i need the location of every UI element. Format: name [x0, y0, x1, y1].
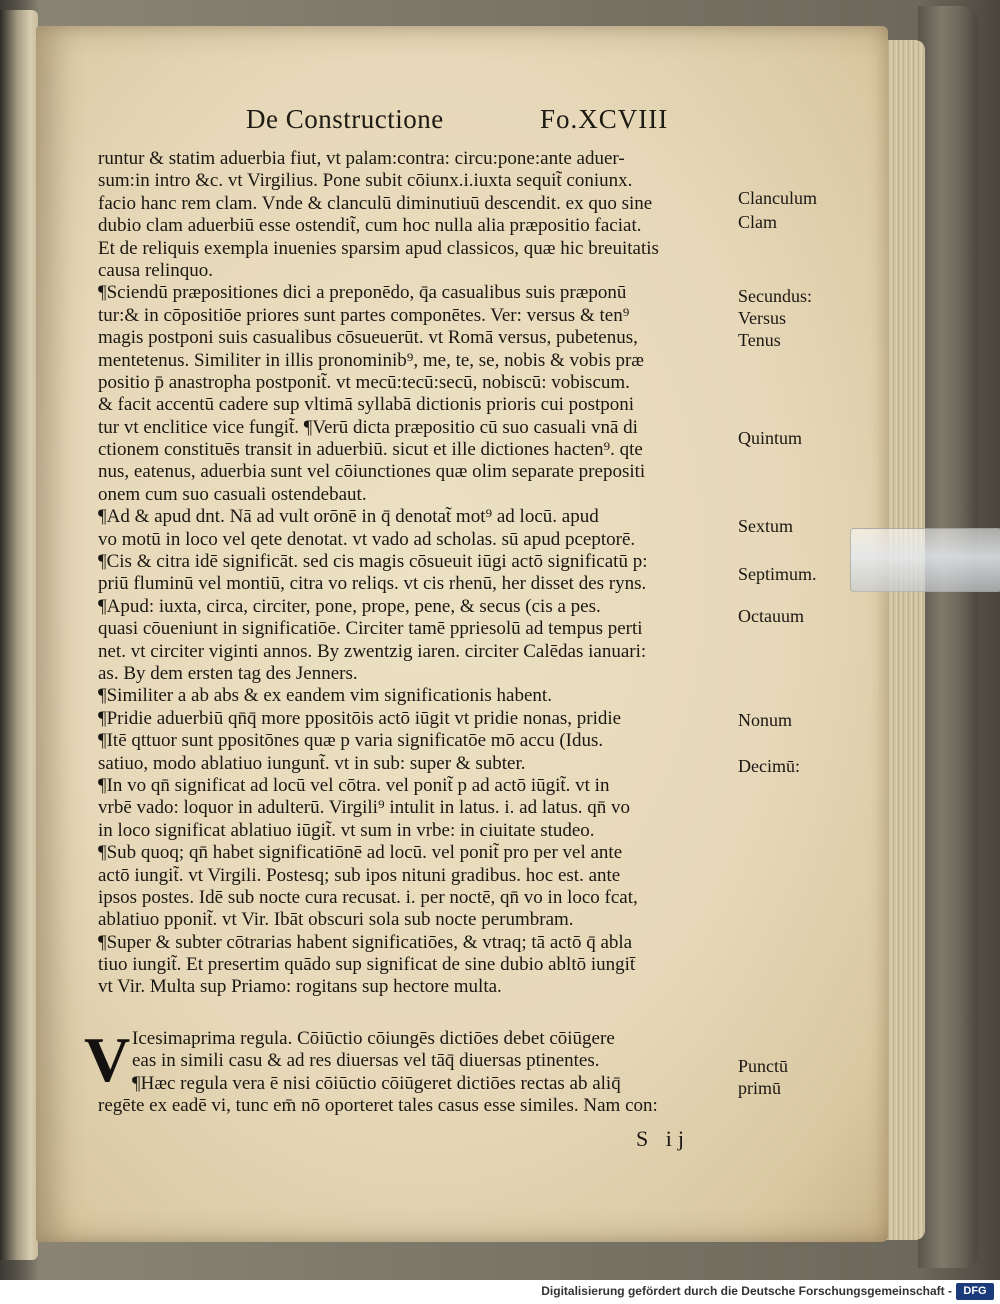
- text-line: eas in simili casu & ad res diuersas vel tāq̄ diuersas ptinentes.: [132, 1050, 600, 1072]
- text-line: vt Vir. Multa sup Priamo: rogitans sup hectore multa.: [98, 976, 502, 998]
- funding-credit: Digitalisierung gefördert durch die Deutsche Forschungsgemeinschaft -: [541, 1284, 952, 1298]
- text-line: ¶In vo qn̄ significat ad locū vel cōtra. vel ponit̃ p ad actō iūgit̃. vt in: [98, 774, 610, 796]
- body-text: [98, 148, 738, 999]
- text-line: actō iungit̃. vt Virgili. Postesq; sub ipos nituni gradibus. hoc est. ante: [98, 864, 621, 886]
- text-line: ¶Cis & citra idē significāt. sed cis magis cōsueuit iūgi actō significatū p:: [98, 551, 648, 573]
- text-line: ¶Sub quoq; qn̄ habet significatiōnē ad locū. vel ponit̃ pro per vel ante: [98, 842, 623, 864]
- margin-note: Versus: [738, 308, 786, 328]
- text-line: ¶Similiter a ab abs & ex eandem vim significationis habent.: [98, 685, 552, 707]
- text-line: ¶Itē qttuor sunt ppositōnes quæ p varia significatōe mō accu (Idus.: [98, 730, 604, 752]
- margin-note: Clam: [738, 212, 777, 232]
- text-line: positio p̄ anastropha postponit̃. vt mecū:tecū:secū, nobiscū: vobiscum.: [98, 371, 630, 393]
- text-line: Et de reliquis exempla inuenies sparsim apud classicos, quæ hic breuitatis: [98, 237, 659, 259]
- running-title: De Constructione: [246, 104, 444, 134]
- margin-note: Decimū:: [738, 756, 800, 776]
- text-line: & facit accentū cadere sup vltimā syllabā dictionis prioris cui postponi: [98, 394, 635, 416]
- text-line: ctionem constituēs transit in aduerbiū. sicut et ille dictiones hacten⁹. qte: [98, 439, 643, 461]
- text-line: dubio clam aduerbiū esse ostendit̃, cum hoc nulla alia præpositio faciat.: [98, 215, 642, 237]
- text-line: sum:in intro &c. vt Virgilius. Pone subit cōiunx.i.iuxta sequit̃ coniunx.: [98, 170, 633, 192]
- margin-note: Quintum: [738, 428, 803, 448]
- margin-note: Secundus:: [738, 286, 812, 306]
- text-line: net. vt circiter viginti annos. By zwentzig iaren. circiter Calēdas ianuari:: [98, 640, 647, 662]
- text-line: vrbē vado: loquor in adulterū. Virgili⁹ intulit in latus. i. ad latus. qn̄ vo: [98, 797, 630, 819]
- margin-note: Septimum.: [738, 564, 817, 584]
- initial-paragraph: [132, 1028, 742, 1095]
- text-line: tur:& in cōpositiōe priores sunt partes componētes. Ver: versus & ten⁹: [98, 304, 630, 326]
- footer-bar: [0, 1280, 1000, 1304]
- text-line: ¶Apud: iuxta, circa, circiter, pone, prope, pene, & secus (cis a pes.: [98, 595, 601, 617]
- text-line: tur vt enclitice vice fungit̃. ¶Verū dicta præpositio cū suo casuali vnā di: [98, 416, 638, 438]
- text-line: nus, eatenus, aduerbia sunt vel cōiunctiones quæ olim separate prepositi: [98, 461, 646, 483]
- text-line: ¶Hæc regula vera ē nisi cōiūctio cōiūgeret dictiōes rectas ab aliq̄: [132, 1072, 621, 1094]
- text-line: causa relinquo.: [98, 259, 214, 281]
- closing-lines: [98, 1095, 738, 1117]
- text-line: Icesimaprima regula. Cōiūctio cōiungēs dictiōes debet cōiūgere: [132, 1028, 615, 1049]
- text-line: in loco significat ablatiuo iūgit̃. vt sum in vrbe: in ciuitate studeo.: [98, 819, 595, 841]
- book-cover-edge: [918, 6, 978, 1268]
- text-line: tiuo iungit̃. Et presertim quādo sup significat de sine dubio abltō iungit̄: [98, 954, 636, 976]
- text-line: regēte ex eadē vi, tunc em̄ nō oporteret tales casus esse similes. Nam con:: [98, 1095, 658, 1116]
- text-line: ¶Super & subter cōtrarias habent significatiōes, & vtraq; tā actō q̄ abla: [98, 931, 633, 953]
- text-line: satiuo, modo ablatiuo iungunt̃. vt in sub: super & subter.: [98, 752, 526, 774]
- text-line: ablatiuo pponit̃. vt Vir. Ibāt obscuri sola sub nocte perumbram.: [98, 909, 574, 931]
- text-line: as. By dem ersten tag des Jenners.: [98, 662, 358, 684]
- text-line: magis postponi suis casualibus cōsueuerūt. vt Romā versus, pubetenus,: [98, 327, 638, 349]
- text-line: mentetenus. Similiter in illis pronominib⁹, me, te, se, nobis & vobis præ: [98, 349, 644, 371]
- margin-note: Clanculum: [738, 188, 817, 208]
- folio-number: Fo.XCVIII: [540, 104, 669, 134]
- text-line: runtur & statim aduerbia fiut, vt palam:contra: circu:pone:ante aduer-: [98, 148, 625, 169]
- margin-note: Punctū: [738, 1056, 789, 1076]
- page-fore-edge: [885, 40, 925, 1240]
- text-line: ¶Sciendū præpositiones dici a preponēdo, q̄a casualibus suis præponū: [98, 282, 627, 304]
- transparent-bookmark-strip: [850, 528, 1000, 592]
- left-page-edge: [0, 10, 38, 1260]
- margin-note: Octauum: [738, 606, 804, 626]
- text-line: facio hanc rem clam. Vnde & clanculū diminutiuū descendit. ex quo sine: [98, 192, 653, 214]
- dfg-logo: DFG: [956, 1283, 994, 1300]
- margin-note: Sextum: [738, 516, 794, 536]
- margin-note: primū: [738, 1078, 781, 1098]
- text-line: ¶Pridie aduerbiū qn̄q̄ more ppositōis actō iūgit vt pridie nonas, pridie: [98, 707, 622, 729]
- decorated-initial: V: [84, 1024, 131, 1095]
- text-line: onem cum suo casuali ostendebaut.: [98, 483, 367, 505]
- text-line: priū fluminū vel montiū, citra vo reliqs. vt cis rhenū, her disset des ryns.: [98, 573, 647, 595]
- text-line: vo motū in loco vel qete denotat. vt vado ad scholas. sū apud pceptorē.: [98, 528, 636, 550]
- signature-mark: S ij: [636, 1126, 690, 1151]
- margin-note: Tenus: [738, 330, 781, 350]
- text-line: ¶Ad & apud dnt. Nā ad vult orōnē in q̄ denotat̃ mot⁹ ad locū. apud: [98, 506, 599, 528]
- text-line: ipsos postes. Idē sub nocte cura recusat. i. per noctē, qn̄ vo in loco fcat,: [98, 886, 638, 908]
- margin-note: Nonum: [738, 710, 792, 730]
- text-line: quasi cōueniunt in significatiōe. Circiter tamē ppriesolū ad tempus perti: [98, 618, 643, 640]
